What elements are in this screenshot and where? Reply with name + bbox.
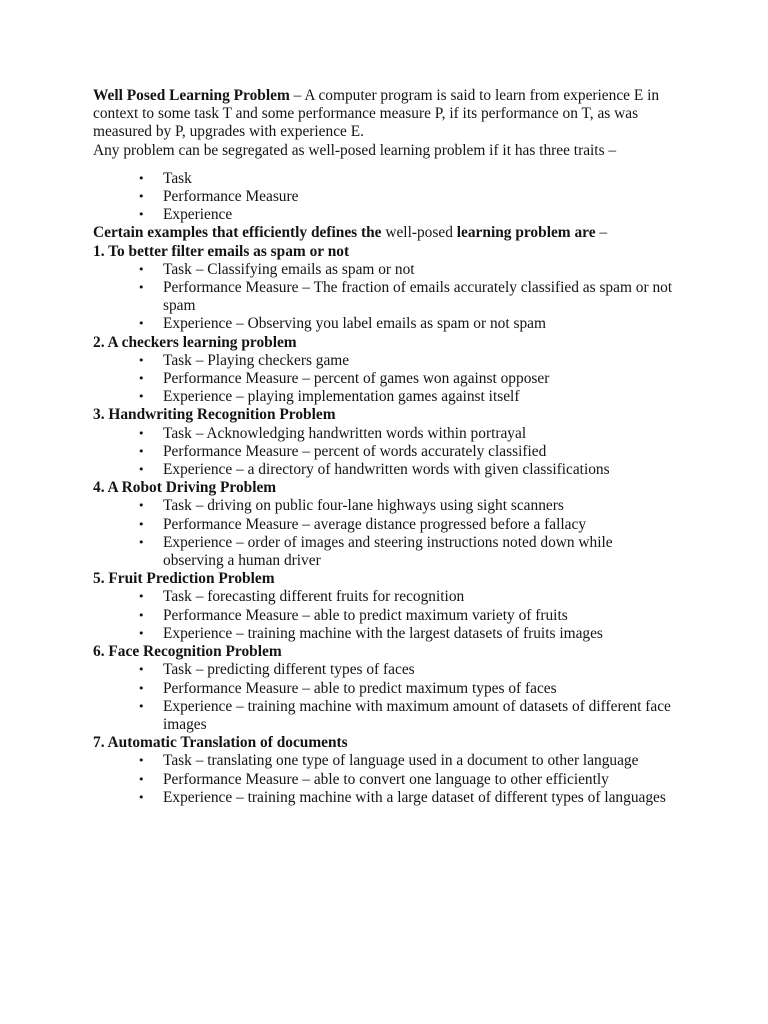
list-item: • Performance Measure – percent of games won against opposer [93,370,673,388]
list-item: • Task – Playing checkers game [93,352,673,370]
list-item: • Experience – training machine with maximum amount of datasets of different face images [93,698,673,734]
list-item: • Task – Acknowledging handwritten words within portrayal [93,425,673,443]
intro-term: Well Posed Learning Problem [93,87,290,104]
segregation-paragraph: Any problem can be segregated as well-posed learning problem if it has three traits – [93,141,617,159]
traits-list [93,170,673,225]
list-item: • Performance Measure – able to convert one language to other efficiently [93,771,673,789]
list-item: • Task – forecasting different fruits for recognition [93,588,673,606]
examples-heading-part: Certain examples that efficiently defines the [93,224,382,242]
list-item: • Task – driving on public four-lane highways using sight scanners [93,497,673,515]
list-item: • Experience – Observing you label emails as spam or not spam [93,315,673,333]
example-items [93,588,673,643]
list-item: • Experience – playing implementation games against itself [93,388,673,406]
examples-heading-part: well-posed [381,224,457,242]
example-items [93,661,673,734]
list-item: • Experience – a directory of handwritten words with given classifications [93,461,673,479]
example-items [93,425,673,480]
intro-definition: – A computer program is said to learn from experience E in context to some task T and some performance measure P, if its performance on T, as was measured by P, upgrades with experience E. [93,87,660,141]
intro-paragraph [93,87,673,142]
example-heading: 3. Handwriting Recognition Problem [93,406,336,424]
example-heading: 4. A Robot Driving Problem [93,479,277,497]
list-item: • Performance Measure – able to predict maximum variety of fruits [93,607,673,625]
example-heading: 7. Automatic Translation of documents [93,734,348,752]
example-items [93,261,673,334]
list-item: • Performance Measure – The fraction of emails accurately classified as spam or not spam [93,279,673,315]
example-heading: 2. A checkers learning problem [93,333,297,351]
example-section [93,479,673,570]
list-item: • Experience – training machine with a large dataset of different types of languages [93,789,673,807]
list-item: • Experience – order of images and steering instructions noted down while observing a human driver [93,534,673,570]
example-items [93,497,673,570]
example-section [93,334,673,407]
list-item: • Experience – training machine with the largest datasets of fruits images [93,625,673,643]
list-item: • Performance Measure – able to predict maximum types of faces [93,680,673,698]
example-section [93,734,673,807]
example-section [93,243,673,334]
example-heading: 1. To better filter emails as spam or not [93,242,350,260]
list-item: • Task – Classifying emails as spam or not [93,261,673,279]
example-heading: 5. Fruit Prediction Problem [93,570,275,588]
list-item: • Performance Measure – percent of words accurately classified [93,443,673,461]
examples-heading-part: learning problem are [456,224,596,242]
example-section [93,643,673,734]
document-body [93,87,673,807]
example-items [93,752,673,807]
list-item: • Task – translating one type of language used in a document to other language [93,752,673,770]
list-item: • Task – predicting different types of faces [93,661,673,679]
example-heading: 6. Face Recognition Problem [93,643,282,661]
example-section [93,406,673,479]
list-item: • Task [93,170,673,188]
examples-heading [93,224,673,242]
examples-heading-part: – [595,224,608,242]
list-item: • Experience [93,206,673,224]
list-item: • Performance Measure – average distance progressed before a fallacy [93,516,673,534]
example-section [93,570,673,643]
list-item: • Performance Measure [93,188,673,206]
example-items [93,352,673,407]
